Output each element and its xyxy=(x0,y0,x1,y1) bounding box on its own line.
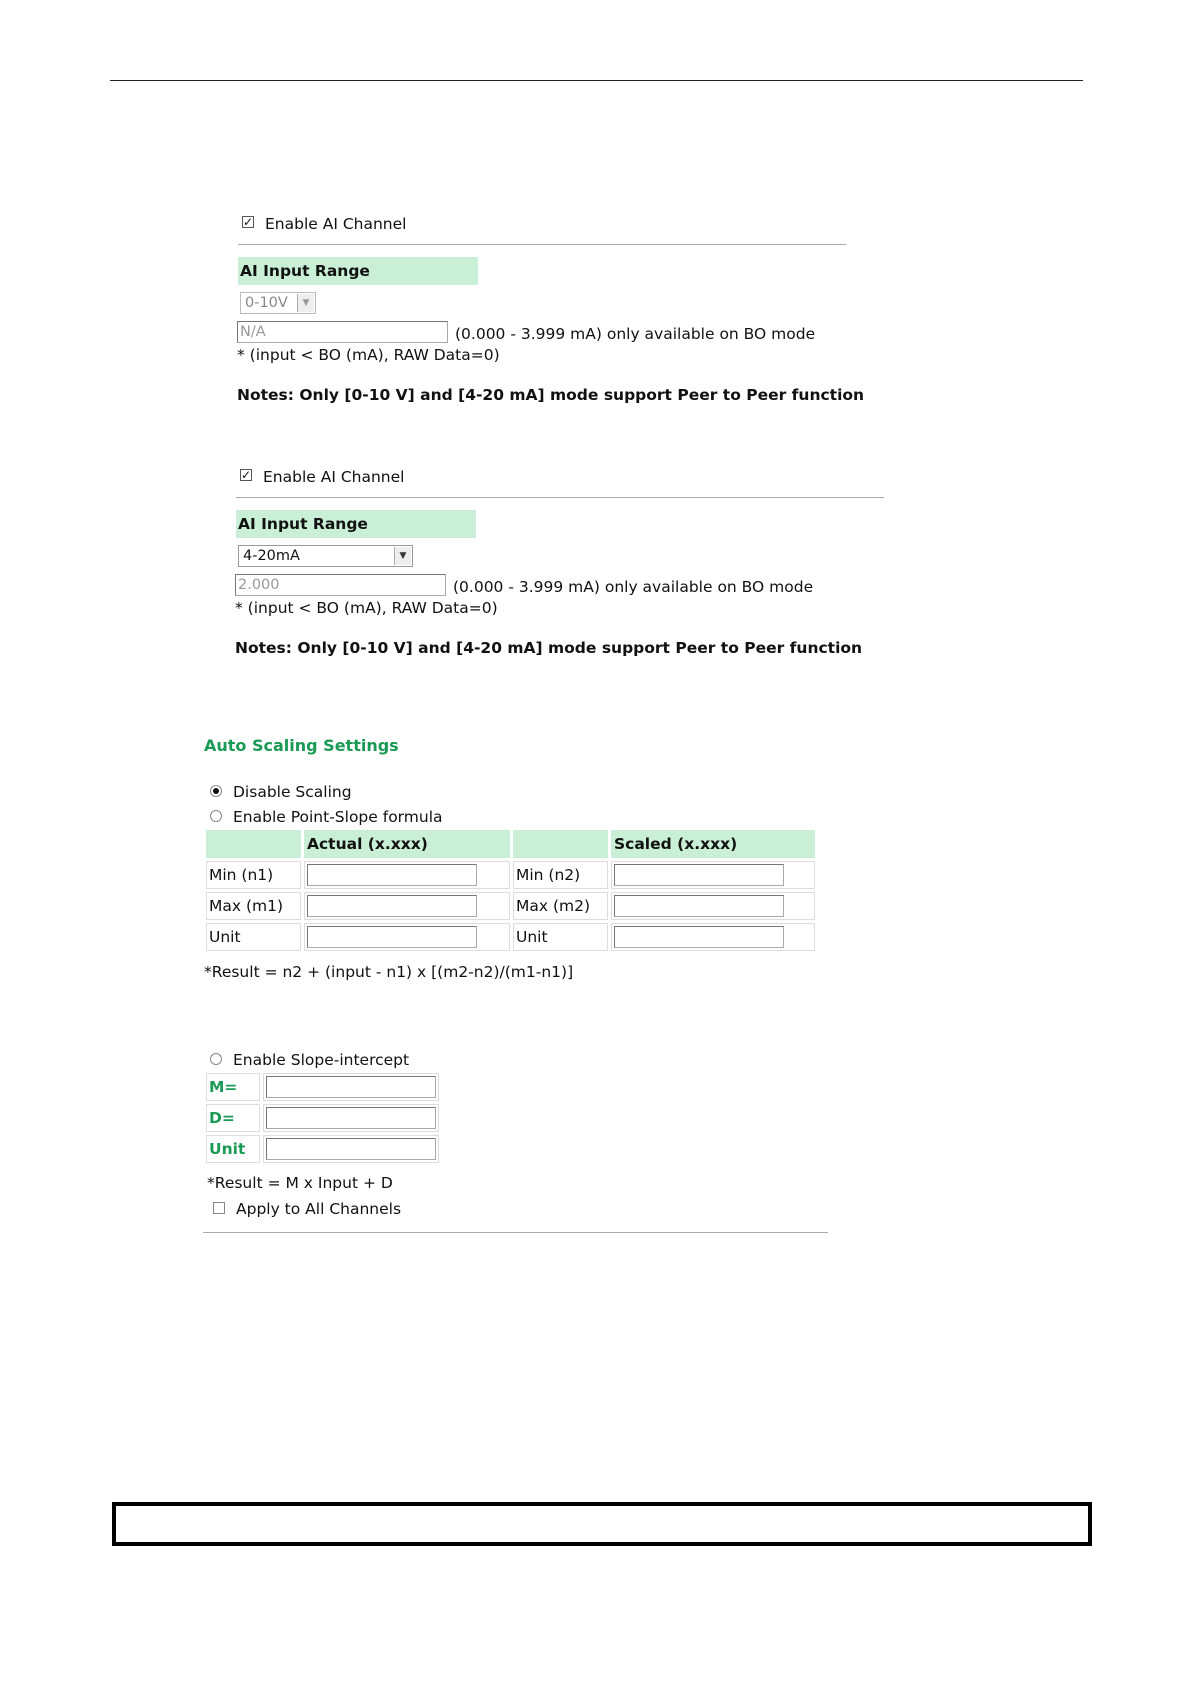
table-row xyxy=(206,1073,439,1101)
ai-input-range-header-2: AI Input Range xyxy=(236,510,476,538)
panel2-divider xyxy=(236,497,884,498)
point-slope-formula: *Result = n2 + (input - n1) x [(m2-n2)/(m1-n1)] xyxy=(204,963,574,981)
actual-min-input[interactable] xyxy=(307,864,477,886)
auto-scaling-title: Auto Scaling Settings xyxy=(204,736,399,755)
page-top-rule xyxy=(110,80,1083,81)
table-row xyxy=(206,923,815,951)
actual-unit-cell xyxy=(304,923,510,951)
footer-box xyxy=(112,1502,1092,1546)
bo-note-2: (0.000 - 3.999 mA) only available on BO mode xyxy=(453,578,814,596)
p2p-notes-2: Notes: Only [0-10 V] and [4-20 mA] mode support Peer to Peer function xyxy=(235,639,863,657)
row-label-unit-right: Unit xyxy=(513,923,608,951)
apply-all-checkbox[interactable] xyxy=(213,1202,225,1214)
slope-intercept-radio[interactable] xyxy=(210,1053,222,1065)
scaled-unit-cell xyxy=(611,923,815,951)
ai-input-range-select-1[interactable] xyxy=(240,292,316,314)
chevron-down-icon: ▼ xyxy=(297,294,314,312)
row-label-min-n1: Min (n1) xyxy=(206,861,301,889)
unit-cell xyxy=(263,1135,439,1163)
label-d: D= xyxy=(206,1104,260,1132)
m-cell xyxy=(263,1073,439,1101)
scaled-min-input[interactable] xyxy=(614,864,784,886)
table-row xyxy=(206,892,815,920)
ai-input-range-select-2[interactable] xyxy=(238,545,413,567)
d-cell xyxy=(263,1104,439,1132)
actual-unit-input[interactable] xyxy=(307,926,477,948)
row-label-max-m2: Max (m2) xyxy=(513,892,608,920)
actual-header: Actual (x.xxx) xyxy=(304,830,510,858)
unit-input[interactable] xyxy=(266,1138,436,1160)
bo-value-input-2[interactable]: 2.000 xyxy=(235,574,446,596)
blank-header-cell xyxy=(206,830,301,858)
scaling-bottom-divider xyxy=(203,1232,828,1233)
chevron-down-icon: ▼ xyxy=(394,547,411,565)
enable-ai-channel-checkbox-1[interactable]: ✓ xyxy=(243,215,254,229)
bo-value-input-1[interactable]: N/A xyxy=(237,321,448,343)
table-row xyxy=(206,1104,439,1132)
scaled-header: Scaled (x.xxx) xyxy=(611,830,815,858)
point-slope-table xyxy=(203,827,818,954)
raw-note-1: * (input < BO (mA), RAW Data=0) xyxy=(237,346,500,364)
slope-intercept-formula: *Result = M x Input + D xyxy=(207,1174,393,1192)
row-label-max-m1: Max (m1) xyxy=(206,892,301,920)
m-input[interactable] xyxy=(266,1076,436,1098)
actual-min-cell xyxy=(304,861,510,889)
slope-intercept-label: Enable Slope-intercept xyxy=(233,1051,410,1069)
bo-note-1: (0.000 - 3.999 mA) only available on BO mode xyxy=(455,325,816,343)
ai-input-range-header-1: AI Input Range xyxy=(238,257,478,285)
p2p-notes-1: Notes: Only [0-10 V] and [4-20 mA] mode support Peer to Peer function xyxy=(237,386,865,404)
enable-ai-channel-label-2: Enable AI Channel xyxy=(263,468,405,486)
point-slope-label: Enable Point-Slope formula xyxy=(233,808,443,826)
table-row xyxy=(206,861,815,889)
enable-ai-channel-label-1: Enable AI Channel xyxy=(265,215,407,233)
blank-header-cell xyxy=(513,830,608,858)
panel1-divider xyxy=(238,244,846,245)
row-label-min-n2: Min (n2) xyxy=(513,861,608,889)
range-select-value-1: 0-10V xyxy=(245,295,288,311)
d-input[interactable] xyxy=(266,1107,436,1129)
slope-intercept-table xyxy=(203,1070,442,1166)
disable-scaling-label: Disable Scaling xyxy=(233,783,352,801)
scaled-max-input[interactable] xyxy=(614,895,784,917)
label-unit: Unit xyxy=(206,1135,260,1163)
row-label-unit-left: Unit xyxy=(206,923,301,951)
range-select-value-2: 4-20mA xyxy=(243,548,300,564)
enable-ai-channel-checkbox-2[interactable]: ✓ xyxy=(241,468,252,482)
scaled-min-cell xyxy=(611,861,815,889)
table-row xyxy=(206,1135,439,1163)
apply-all-label: Apply to All Channels xyxy=(236,1200,402,1218)
disable-scaling-radio[interactable] xyxy=(210,785,222,797)
scaled-unit-input[interactable] xyxy=(614,926,784,948)
raw-note-2: * (input < BO (mA), RAW Data=0) xyxy=(235,599,498,617)
actual-max-cell xyxy=(304,892,510,920)
point-slope-header-row xyxy=(206,830,815,858)
scaled-max-cell xyxy=(611,892,815,920)
point-slope-radio[interactable] xyxy=(210,810,222,822)
actual-max-input[interactable] xyxy=(307,895,477,917)
label-m: M= xyxy=(206,1073,260,1101)
